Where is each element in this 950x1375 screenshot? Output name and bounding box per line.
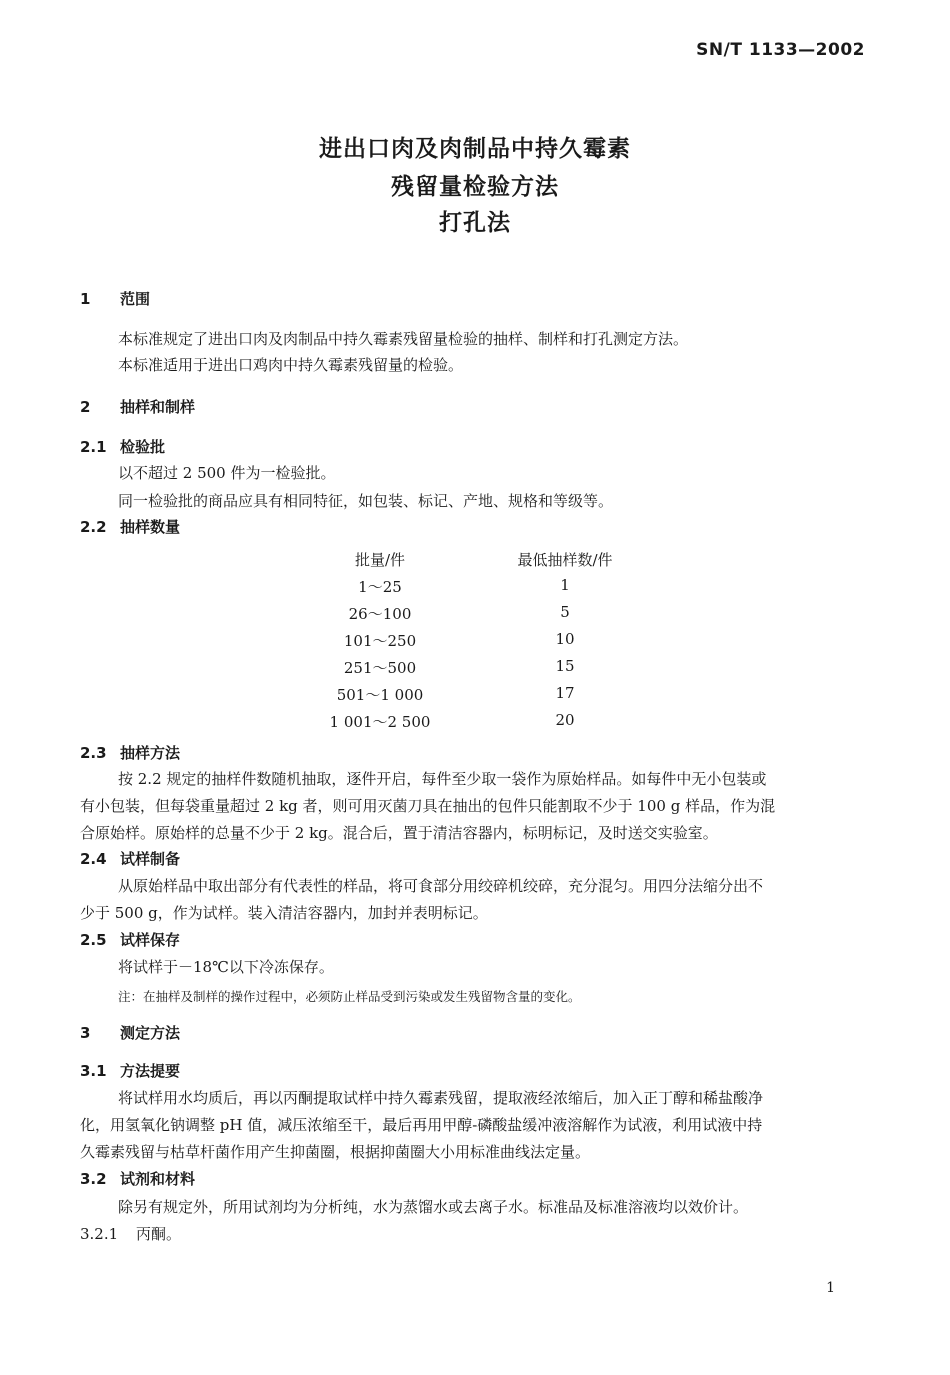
title-line-3: 打孔法	[439, 210, 511, 236]
section-3-2-heading: 3.2 试剂和材料	[80, 1170, 196, 1188]
section-2-4-line-2: 少于 500 g，作为试样。装入清洁容器内，加封并表明标记。	[80, 904, 488, 922]
section-3-1-heading: 3.1 方法提要	[80, 1062, 181, 1080]
section-2-heading: 2 抽样和制样	[80, 398, 196, 416]
table-row-batch: 26～100	[348, 605, 412, 623]
standard-code: SN/T 1133—2002	[696, 40, 865, 60]
title-line-2: 残留量检验方法	[391, 174, 559, 200]
table-row-batch: 251～500	[343, 659, 417, 677]
section-2-1-para-1: 以不超过 2 500 件为一检验批。	[118, 464, 336, 482]
title-line-1: 进出口肉及肉制品中持久霉素	[319, 136, 631, 162]
section-2-3-heading: 2.3 抽样方法	[80, 744, 181, 762]
table-row-min: 17	[555, 684, 575, 702]
section-2-5-heading: 2.5 试样保存	[80, 931, 181, 949]
section-2-3-line-3: 合原始样。原始样的总量不少于 2 kg。混合后，置于清洁容器内，标明标记，及时送交实验室。	[80, 824, 718, 842]
section-3-1-line-3: 久霉素残留与枯草杆菌作用产生抑菌圈，根据抑菌圈大小用标准曲线法定量。	[80, 1143, 591, 1161]
table-row-min: 10	[555, 630, 575, 648]
section-2-3-line-2: 有小包装，但每袋重量超过 2 kg 者，则可用灭菌刀具在抽出的包件只能割取不少于 100 g 样品，作为混	[80, 797, 776, 815]
section-2-3-line-1: 按 2.2 规定的抽样件数随机抽取，逐件开启，每件至少取一袋作为原始样品。如每件中无小包装或	[118, 770, 767, 788]
table-header-batch: 批量/件	[354, 551, 406, 569]
section-1-para-2: 本标准适用于进出口鸡肉中持久霉素残留量的检验。	[118, 356, 464, 374]
section-3-heading: 3 测定方法	[80, 1024, 181, 1042]
table-row-min: 15	[555, 657, 575, 675]
section-2-5-para: 将试样于－18℃以下冷冻保存。	[118, 958, 334, 976]
section-2-1-heading: 2.1 检验批	[80, 438, 166, 456]
page-number: 1	[826, 1280, 835, 1296]
table-header-min: 最低抽样数/件	[517, 551, 613, 569]
table-row-min: 5	[560, 603, 570, 621]
section-2-4-heading: 2.4 试样制备	[80, 850, 181, 868]
section-3-1-line-2: 化，用氢氧化钠调整 pH 值，减压浓缩至干，最后再用甲醇-磷酸盐缓冲液溶解作为试液，利用试液中持	[80, 1116, 763, 1134]
section-1-para-1: 本标准规定了进出口肉及肉制品中持久霉素残留量检验的抽样、制样和打孔测定方法。	[118, 330, 689, 348]
table-row-batch: 1 001～2 500	[329, 713, 431, 731]
section-2-5-note: 注：在抽样及制样的操作过程中，必须防止样品受到污染或发生残留物含量的变化。	[118, 989, 581, 1004]
table-row-batch: 501～1 000	[336, 686, 424, 704]
section-3-2-1-item: 3.2.1 丙酮。	[80, 1225, 182, 1243]
table-row-batch: 1～25	[358, 578, 402, 596]
table-row-min: 1	[560, 576, 570, 594]
section-3-1-line-1: 将试样用水均质后，再以丙酮提取试样中持久霉素残留，提取液经浓缩后，加入正丁醇和稀盐酸净	[118, 1089, 764, 1107]
section-3-2-para: 除另有规定外，所用试剂均为分析纯，水为蒸馏水或去离子水。标准品及标准溶液均以效价计。	[118, 1198, 749, 1216]
section-2-1-para-2: 同一检验批的商品应具有相同特征，如包装、标记、产地、规格和等级等。	[118, 492, 614, 510]
section-2-2-heading: 2.2 抽样数量	[80, 518, 181, 536]
section-1-heading: 1 范围	[80, 290, 151, 308]
table-row-min: 20	[555, 711, 575, 729]
table-row-batch: 101～250	[343, 632, 417, 650]
section-2-4-line-1: 从原始样品中取出部分有代表性的样品，将可食部分用绞碎机绞碎，充分混匀。用四分法缩分出不	[118, 877, 764, 895]
